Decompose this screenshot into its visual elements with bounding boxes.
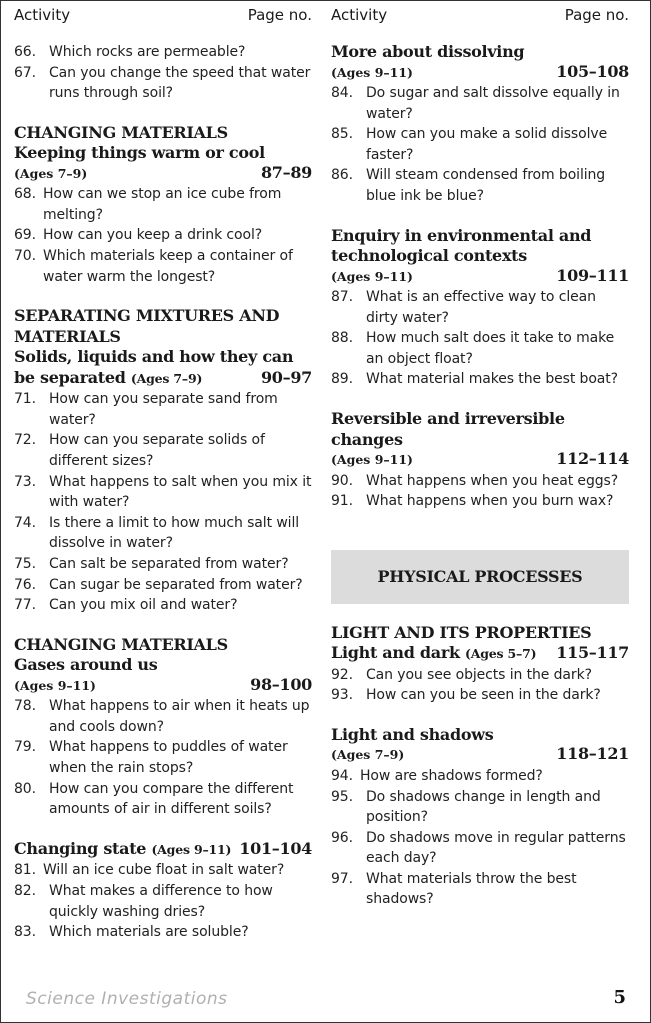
section-enquiry — [331, 226, 629, 390]
item-text: Will steam condensed from boiling blue ink be blue? — [366, 167, 606, 204]
item-number: 94. — [331, 767, 353, 784]
right-column — [331, 1, 629, 910]
item-number: 73. — [14, 473, 36, 490]
ages-label: (Ages 7–9) — [130, 370, 203, 386]
section-title: Light and dark — [331, 643, 460, 663]
item-text: Which rocks are permeable? — [49, 44, 246, 60]
physical-processes-banner: PHYSICAL PROCESSES — [331, 550, 629, 604]
left-column — [14, 1, 312, 943]
item-number: 84. — [331, 85, 353, 101]
item-text: How can you separate sand from water? — [49, 391, 278, 428]
item-number: 77. — [14, 597, 36, 614]
list-item — [331, 124, 629, 165]
section-reversible — [331, 409, 629, 512]
item-text: What happens to salt when you mix it with water? — [49, 473, 312, 511]
item-text: How are shadows formed? — [360, 767, 543, 784]
list-item — [14, 42, 312, 63]
ages-line — [331, 63, 629, 84]
section-light-shadows — [331, 725, 629, 910]
list-item — [14, 513, 312, 554]
section-gases — [14, 635, 312, 820]
category-heading: SEPARATING MIXTURES AND MATERIALS — [14, 306, 280, 346]
page-range: 101–104 — [239, 838, 312, 858]
column-header — [331, 1, 629, 29]
list-item — [14, 881, 312, 922]
list-item — [14, 860, 312, 881]
item-text: Do sugar and salt dissolve equally in water? — [366, 85, 620, 122]
list-item — [14, 595, 312, 616]
list-item — [331, 165, 629, 206]
section-title: Keeping things warm or cool — [14, 143, 265, 163]
section-title: Changing state — [14, 838, 147, 858]
section-title: Reversible and irreversible changes — [331, 409, 565, 449]
activity-header: Activity — [14, 6, 71, 24]
item-text: Which materials keep a container of water warm the longest? — [43, 248, 293, 285]
section-title: Light and shadows — [331, 724, 494, 744]
list-item — [14, 184, 312, 225]
page-range: 87–89 — [260, 162, 312, 182]
item-number: 69. — [14, 227, 36, 244]
item-number: 74. — [14, 514, 36, 531]
item-text: What happens to air when it heats up and cools down? — [49, 698, 310, 735]
column-header — [14, 1, 312, 29]
list-item — [14, 225, 312, 246]
page-no-header: Page no. — [564, 6, 629, 24]
item-text: Do shadows move in regular patterns each day? — [366, 829, 626, 867]
item-number: 86. — [331, 167, 353, 184]
item-number: 91. — [331, 493, 353, 510]
section-light-dark — [331, 623, 629, 706]
page-number: 5 — [613, 987, 626, 1008]
item-text: Can you mix oil and water? — [49, 597, 238, 614]
item-number: 87. — [331, 289, 353, 306]
item-number: 95. — [331, 788, 353, 805]
item-text: Can sugar be separated from water? — [49, 576, 303, 593]
item-text: Do shadows change in length and position? — [366, 788, 601, 826]
page-range: 90–97 — [260, 367, 312, 387]
item-number: 85. — [331, 126, 353, 143]
section-title-line — [331, 643, 629, 665]
item-number: 82. — [14, 882, 36, 899]
page-range: 115–117 — [556, 643, 629, 663]
ages-label: (Ages 7–9) — [331, 747, 405, 763]
item-text: What happens when you burn wax? — [366, 493, 614, 510]
list-item — [14, 575, 312, 596]
ages-line — [331, 267, 629, 288]
list-item — [331, 491, 629, 512]
item-text: How can you compare the different amounts of air in different soils? — [49, 780, 294, 818]
item-text: What makes a difference to how quickly washing dries? — [49, 882, 273, 920]
section-more-dissolving — [331, 42, 629, 207]
list-item — [14, 922, 312, 943]
item-text: What material makes the best boat? — [366, 371, 619, 388]
list-item — [14, 430, 312, 471]
list-item — [14, 554, 312, 575]
list-item — [331, 685, 629, 706]
item-number: 90. — [331, 472, 353, 489]
item-text: How can you make a solid dissolve faster? — [366, 126, 608, 163]
item-number: 88. — [331, 330, 353, 347]
section-separating-mixtures — [14, 306, 312, 616]
list-item — [331, 287, 629, 328]
category-heading: CHANGING MATERIALS — [14, 122, 228, 142]
item-text: What is an effective way to clean dirty water? — [366, 289, 596, 326]
page-range: 112–114 — [556, 449, 629, 469]
item-text: How can you keep a drink cool? — [43, 227, 263, 244]
ages-label: (Ages 9–11) — [14, 677, 96, 693]
item-number: 66. — [14, 44, 36, 60]
list-item — [14, 389, 312, 430]
item-number: 71. — [14, 391, 36, 408]
list-item — [14, 696, 312, 737]
item-number: 68. — [14, 186, 36, 203]
list-item — [331, 787, 629, 828]
intro-items — [14, 42, 312, 104]
item-text: Is there a limit to how much salt will dissolve in water? — [49, 514, 300, 552]
ages-label: (Ages 7–9) — [14, 165, 88, 181]
ages-label: (Ages 9–11) — [331, 452, 413, 468]
list-item — [331, 471, 629, 492]
section-title: be separated — [14, 367, 126, 387]
section-title-line — [14, 839, 312, 861]
ages-label: (Ages 9–11) — [331, 64, 413, 80]
ages-label: (Ages 9–11) — [331, 268, 413, 284]
item-number: 81. — [14, 862, 36, 879]
list-item — [331, 869, 629, 910]
category-heading: CHANGING MATERIALS — [14, 634, 228, 654]
ages-label: (Ages 5–7) — [465, 646, 537, 662]
ages-label: (Ages 9–11) — [151, 841, 232, 857]
list-item — [14, 779, 312, 820]
section-changing-state — [14, 839, 312, 943]
footer-brand: Science Investigations — [26, 989, 228, 1009]
page-no-header: Page no. — [247, 6, 312, 24]
page-range: 118–121 — [556, 744, 629, 764]
list-item — [14, 737, 312, 778]
page-range: 105–108 — [556, 61, 629, 81]
section-title: Gases around us — [14, 655, 158, 675]
item-text: Can you see objects in the dark? — [366, 666, 592, 683]
item-text: What materials throw the best shadows? — [366, 870, 577, 908]
section-title-line1: Solids, liquids and how they can — [14, 347, 294, 367]
item-number: 80. — [14, 780, 36, 797]
item-number: 70. — [14, 248, 36, 265]
list-item — [331, 665, 629, 686]
item-number: 76. — [14, 576, 36, 593]
item-number: 96. — [331, 829, 353, 846]
item-text: Can salt be separated from water? — [49, 556, 289, 572]
section-title: Enquiry in environmental and technological contexts — [331, 225, 592, 266]
item-number: 78. — [14, 698, 36, 715]
list-item — [14, 472, 312, 513]
list-item — [331, 83, 629, 124]
item-number: 83. — [14, 924, 36, 941]
item-number: 75. — [14, 556, 36, 572]
item-text: How much salt does it take to make an object float? — [366, 330, 615, 367]
ages-line — [14, 164, 312, 185]
item-text: What happens to puddles of water when the rain stops? — [49, 739, 288, 777]
item-text: Can you change the speed that water runs through soil? — [49, 64, 311, 102]
page-range: 98–100 — [250, 674, 312, 694]
item-number: 67. — [14, 64, 36, 81]
list-item — [331, 828, 629, 869]
item-text: What happens when you heat eggs? — [366, 472, 619, 489]
list-item — [331, 369, 629, 390]
item-number: 89. — [331, 371, 353, 388]
item-text: How can you separate solids of different sizes? — [49, 432, 265, 470]
list-item — [14, 246, 312, 287]
list-item — [331, 766, 629, 787]
item-number: 97. — [331, 870, 353, 887]
item-text: Will an ice cube float in salt water? — [43, 862, 285, 879]
list-item — [14, 63, 312, 104]
item-number: 72. — [14, 432, 36, 449]
ages-line — [331, 450, 629, 471]
item-text: How can you be seen in the dark? — [366, 687, 601, 704]
section-title: More about dissolving — [331, 42, 525, 61]
section-keeping-warm — [14, 123, 312, 287]
item-number: 92. — [331, 666, 353, 683]
activity-header: Activity — [331, 6, 388, 24]
item-number: 79. — [14, 739, 36, 756]
page-range: 109–111 — [556, 265, 629, 285]
list-item — [331, 328, 629, 369]
item-number: 93. — [331, 687, 353, 704]
item-text: How can we stop an ice cube from melting? — [43, 186, 282, 223]
ages-line — [331, 745, 629, 766]
section-title-line2 — [14, 368, 312, 390]
item-text: Which materials are soluble? — [49, 924, 249, 941]
category-heading: LIGHT AND ITS PROPERTIES — [331, 622, 592, 642]
ages-line — [14, 676, 312, 697]
